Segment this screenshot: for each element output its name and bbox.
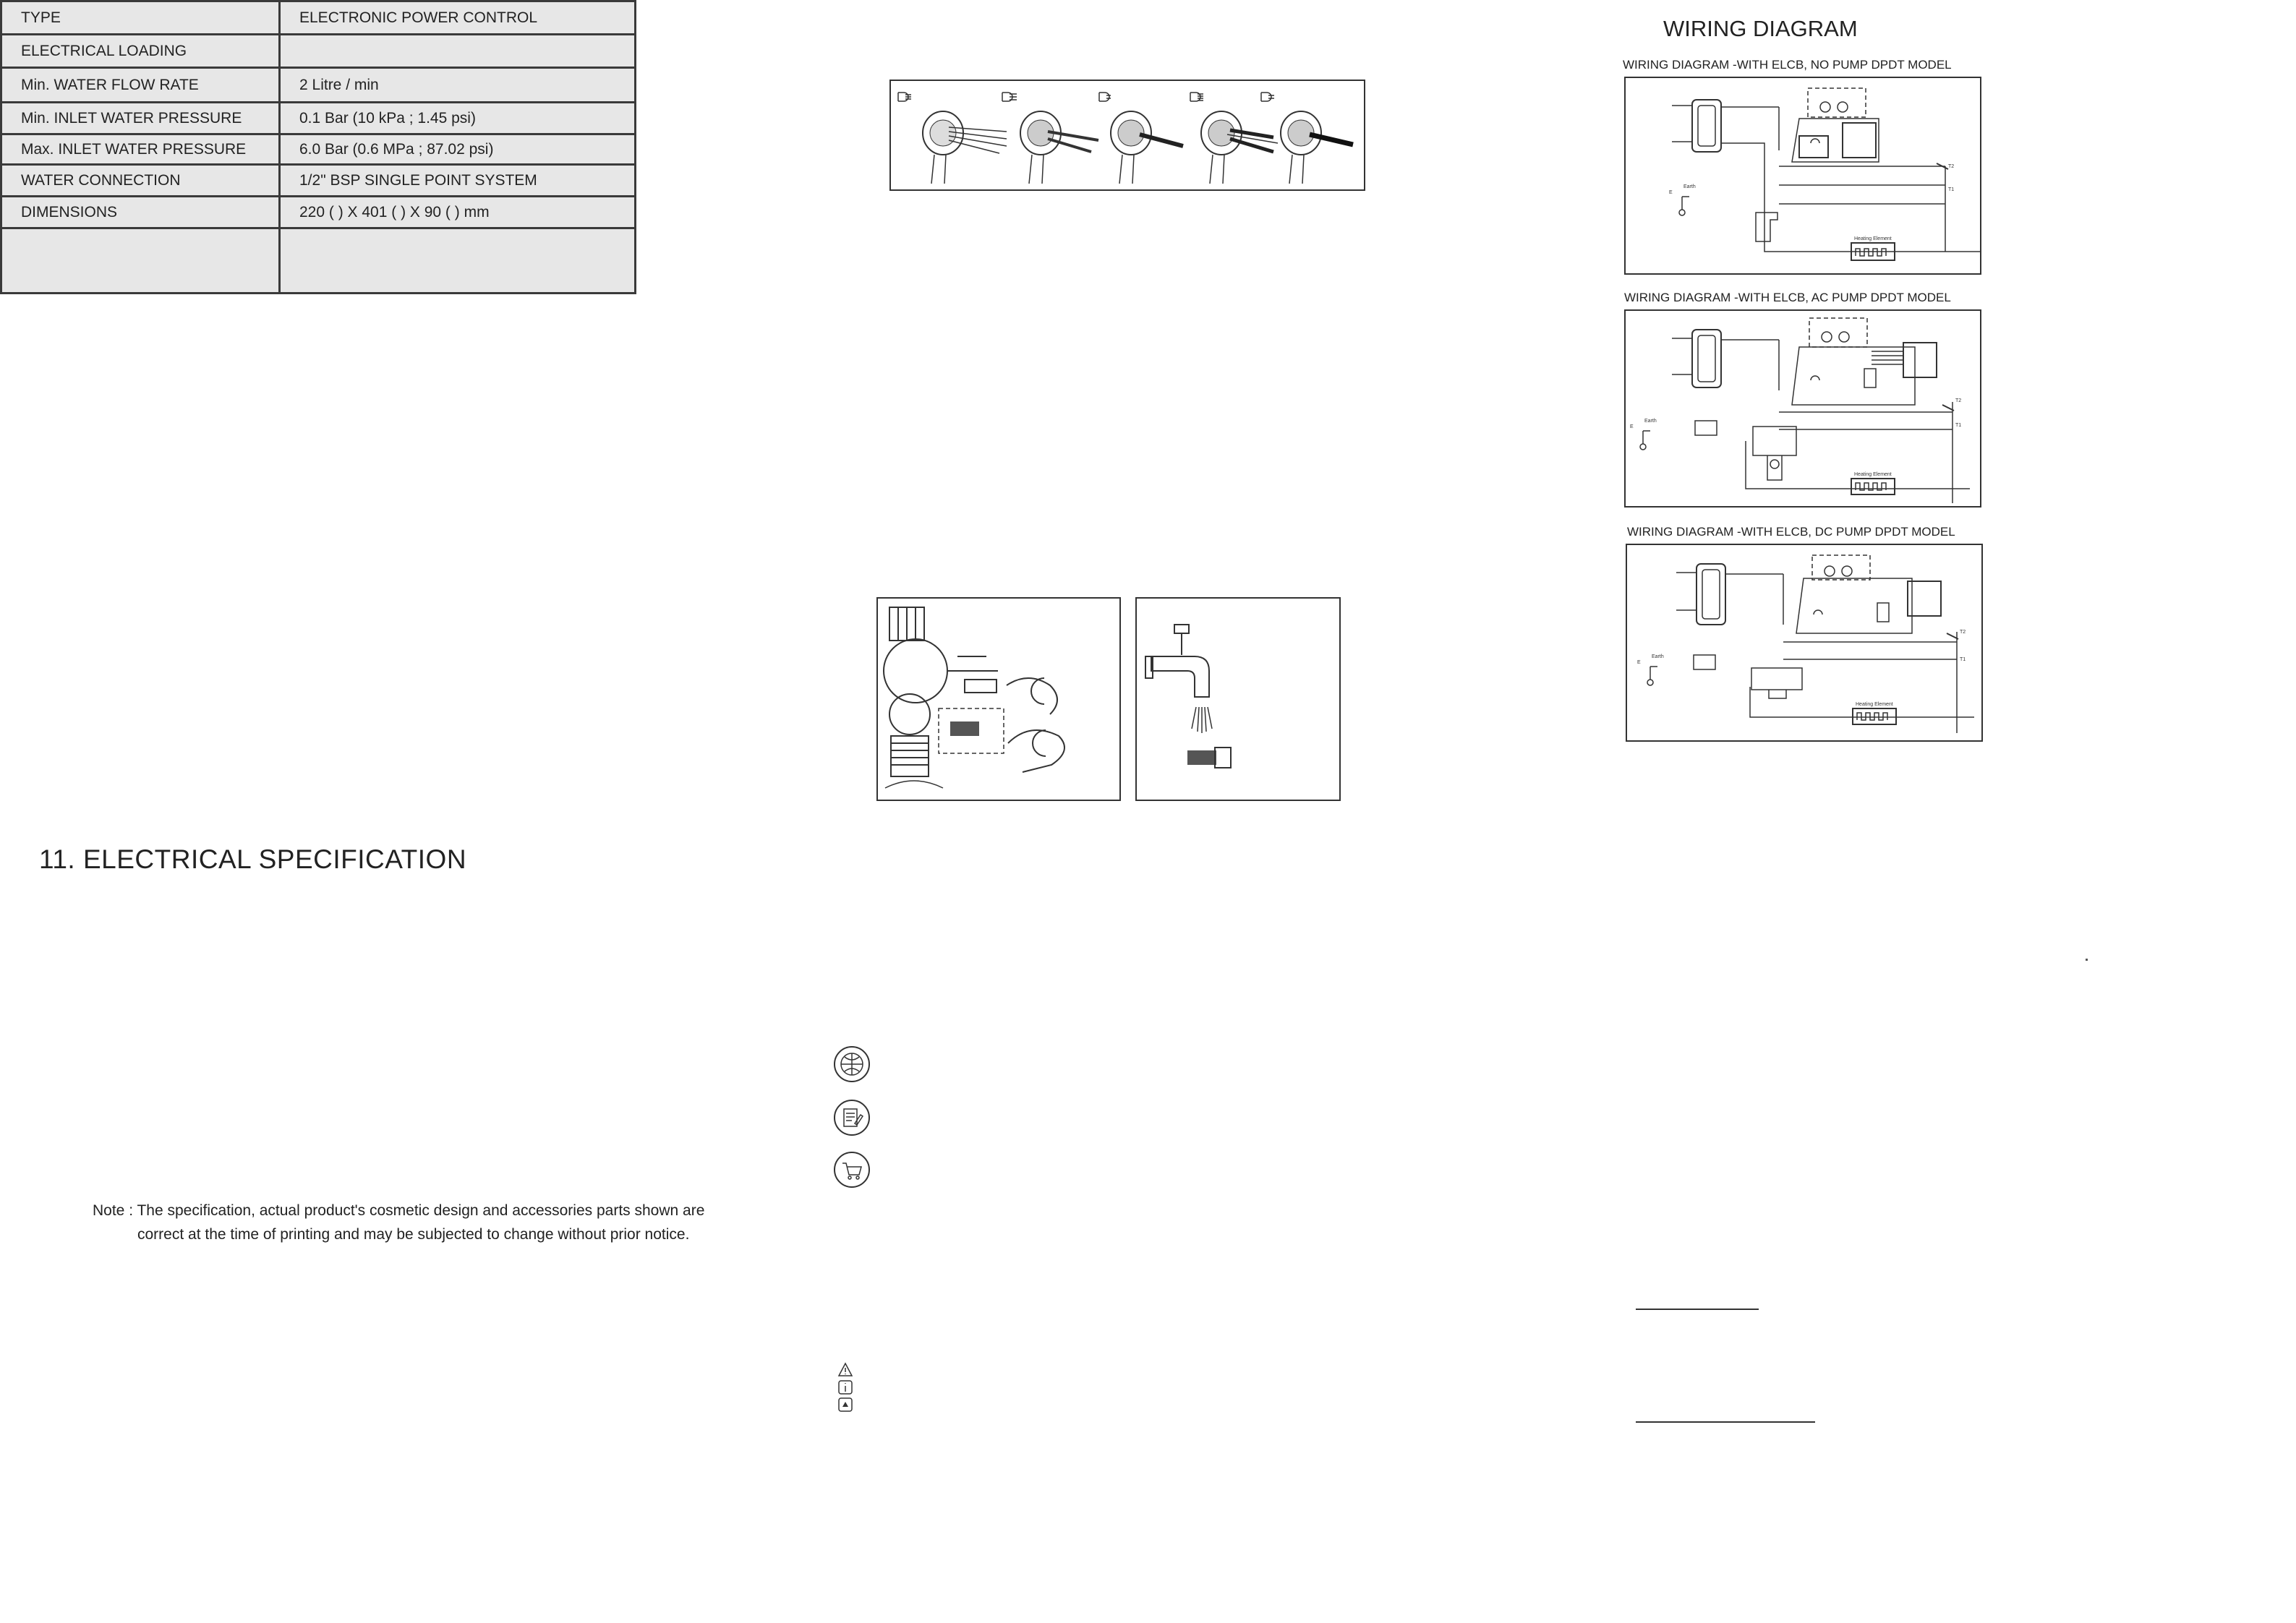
spec-value: 0.1 Bar (10 kPa ; 1.45 psi) [280, 103, 636, 134]
wiring-diagram-label: WIRING DIAGRAM -WITH ELCB, NO PUMP DPDT MODEL [1623, 58, 1952, 72]
table-row [1, 228, 636, 294]
dot-mark [2086, 959, 2088, 961]
shower-head-5 [1281, 111, 1353, 184]
heating-element-label: Heating Element [1854, 472, 1892, 477]
table-row [1, 165, 636, 197]
terminal-t1-label: T1 [1960, 657, 1966, 662]
spec-key: DIMENSIONS [1, 197, 280, 228]
wiring-diagram-title: WIRING DIAGRAM [1663, 16, 1858, 41]
wiring-diagram-no-pump [1624, 77, 1981, 275]
wiring-schematic [1626, 311, 1980, 506]
spec-value [280, 228, 636, 294]
wiring-schematic [1626, 78, 1980, 273]
terminal-e-label: E [1630, 424, 1634, 429]
filter-removal-figure [876, 597, 1121, 801]
spray-mode-icons [898, 93, 1274, 101]
spec-key: WATER CONNECTION [1, 165, 280, 197]
table-row [1, 35, 636, 68]
spec-value [280, 35, 636, 68]
wiring-diagram-dc-pump [1626, 544, 1983, 742]
wiring-diagram-label: WIRING DIAGRAM -WITH ELCB, DC PUMP DPDT MODEL [1627, 525, 1955, 539]
filter-rinse-illustration [1137, 599, 1339, 800]
spec-key: Min. WATER FLOW RATE [1, 68, 280, 103]
spec-key: Max. INLET WATER PRESSURE [1, 134, 280, 165]
info-icon [837, 1379, 853, 1395]
wiring-diagram-label: WIRING DIAGRAM -WITH ELCB, AC PUMP DPDT MODEL [1624, 291, 1951, 304]
spec-value: 2 Litre / min [280, 68, 636, 103]
filter-rinse-figure [1135, 597, 1341, 801]
spec-key: ELECTRICAL LOADING [1, 35, 280, 68]
electrical-spec-table [0, 0, 636, 294]
terminal-t2-label: T2 [1960, 630, 1966, 635]
divider-line [1636, 1421, 1815, 1423]
spray-mode-figure [889, 80, 1365, 191]
warning-icon [837, 1362, 853, 1378]
spray-modes-illustration [891, 81, 1364, 189]
spec-value: ELECTRONIC POWER CONTROL [280, 1, 636, 35]
filter-removal-illustration [878, 599, 1119, 800]
shower-head-4 [1201, 111, 1278, 184]
spec-value: 220 ( ) X 401 ( ) X 90 ( ) mm [280, 197, 636, 228]
table-row [1, 1, 636, 35]
note-line: correct at the time of printing and may be subjected to change without prior notice. [137, 1226, 690, 1243]
spec-value: 6.0 Bar (0.6 MPa ; 87.02 psi) [280, 134, 636, 165]
shower-head-3 [1111, 111, 1183, 184]
wiring-diagram-ac-pump [1624, 309, 1981, 508]
divider-line [1636, 1309, 1759, 1310]
spec-value: 1/2" BSP SINGLE POINT SYSTEM [280, 165, 636, 197]
table-row [1, 103, 636, 134]
earth-label: Earth [1644, 419, 1657, 424]
terminal-t2-label: T2 [1955, 398, 1962, 403]
spec-key [1, 228, 280, 294]
shower-head-2 [1020, 111, 1098, 184]
shower-head-1 [923, 111, 1007, 184]
document-icon [833, 1099, 871, 1136]
recycle-icon [837, 1397, 853, 1413]
earth-label: Earth [1652, 654, 1664, 659]
wiring-schematic [1627, 545, 1981, 740]
note-line: Note : The specification, actual product's cosmetic design and accessories parts shown are [93, 1202, 705, 1219]
terminal-t1-label: T1 [1955, 423, 1962, 428]
spec-key: TYPE [1, 1, 280, 35]
earth-label: Earth [1683, 184, 1696, 189]
globe-icon [833, 1045, 871, 1083]
table-row [1, 197, 636, 228]
table-row [1, 134, 636, 165]
terminal-t1-label: T1 [1948, 187, 1955, 192]
table-row [1, 68, 636, 103]
heating-element-label: Heating Element [1854, 236, 1892, 241]
terminal-e-label: E [1669, 190, 1673, 195]
spec-note [93, 1199, 704, 1246]
terminal-t2-label: T2 [1948, 164, 1955, 169]
heating-element-label: Heating Element [1856, 702, 1893, 707]
section-heading: 11. ELECTRICAL SPECIFICATION [39, 844, 467, 874]
terminal-e-label: E [1637, 660, 1641, 665]
shopping-cart-icon [833, 1151, 871, 1189]
spec-key: Min. INLET WATER PRESSURE [1, 103, 280, 134]
